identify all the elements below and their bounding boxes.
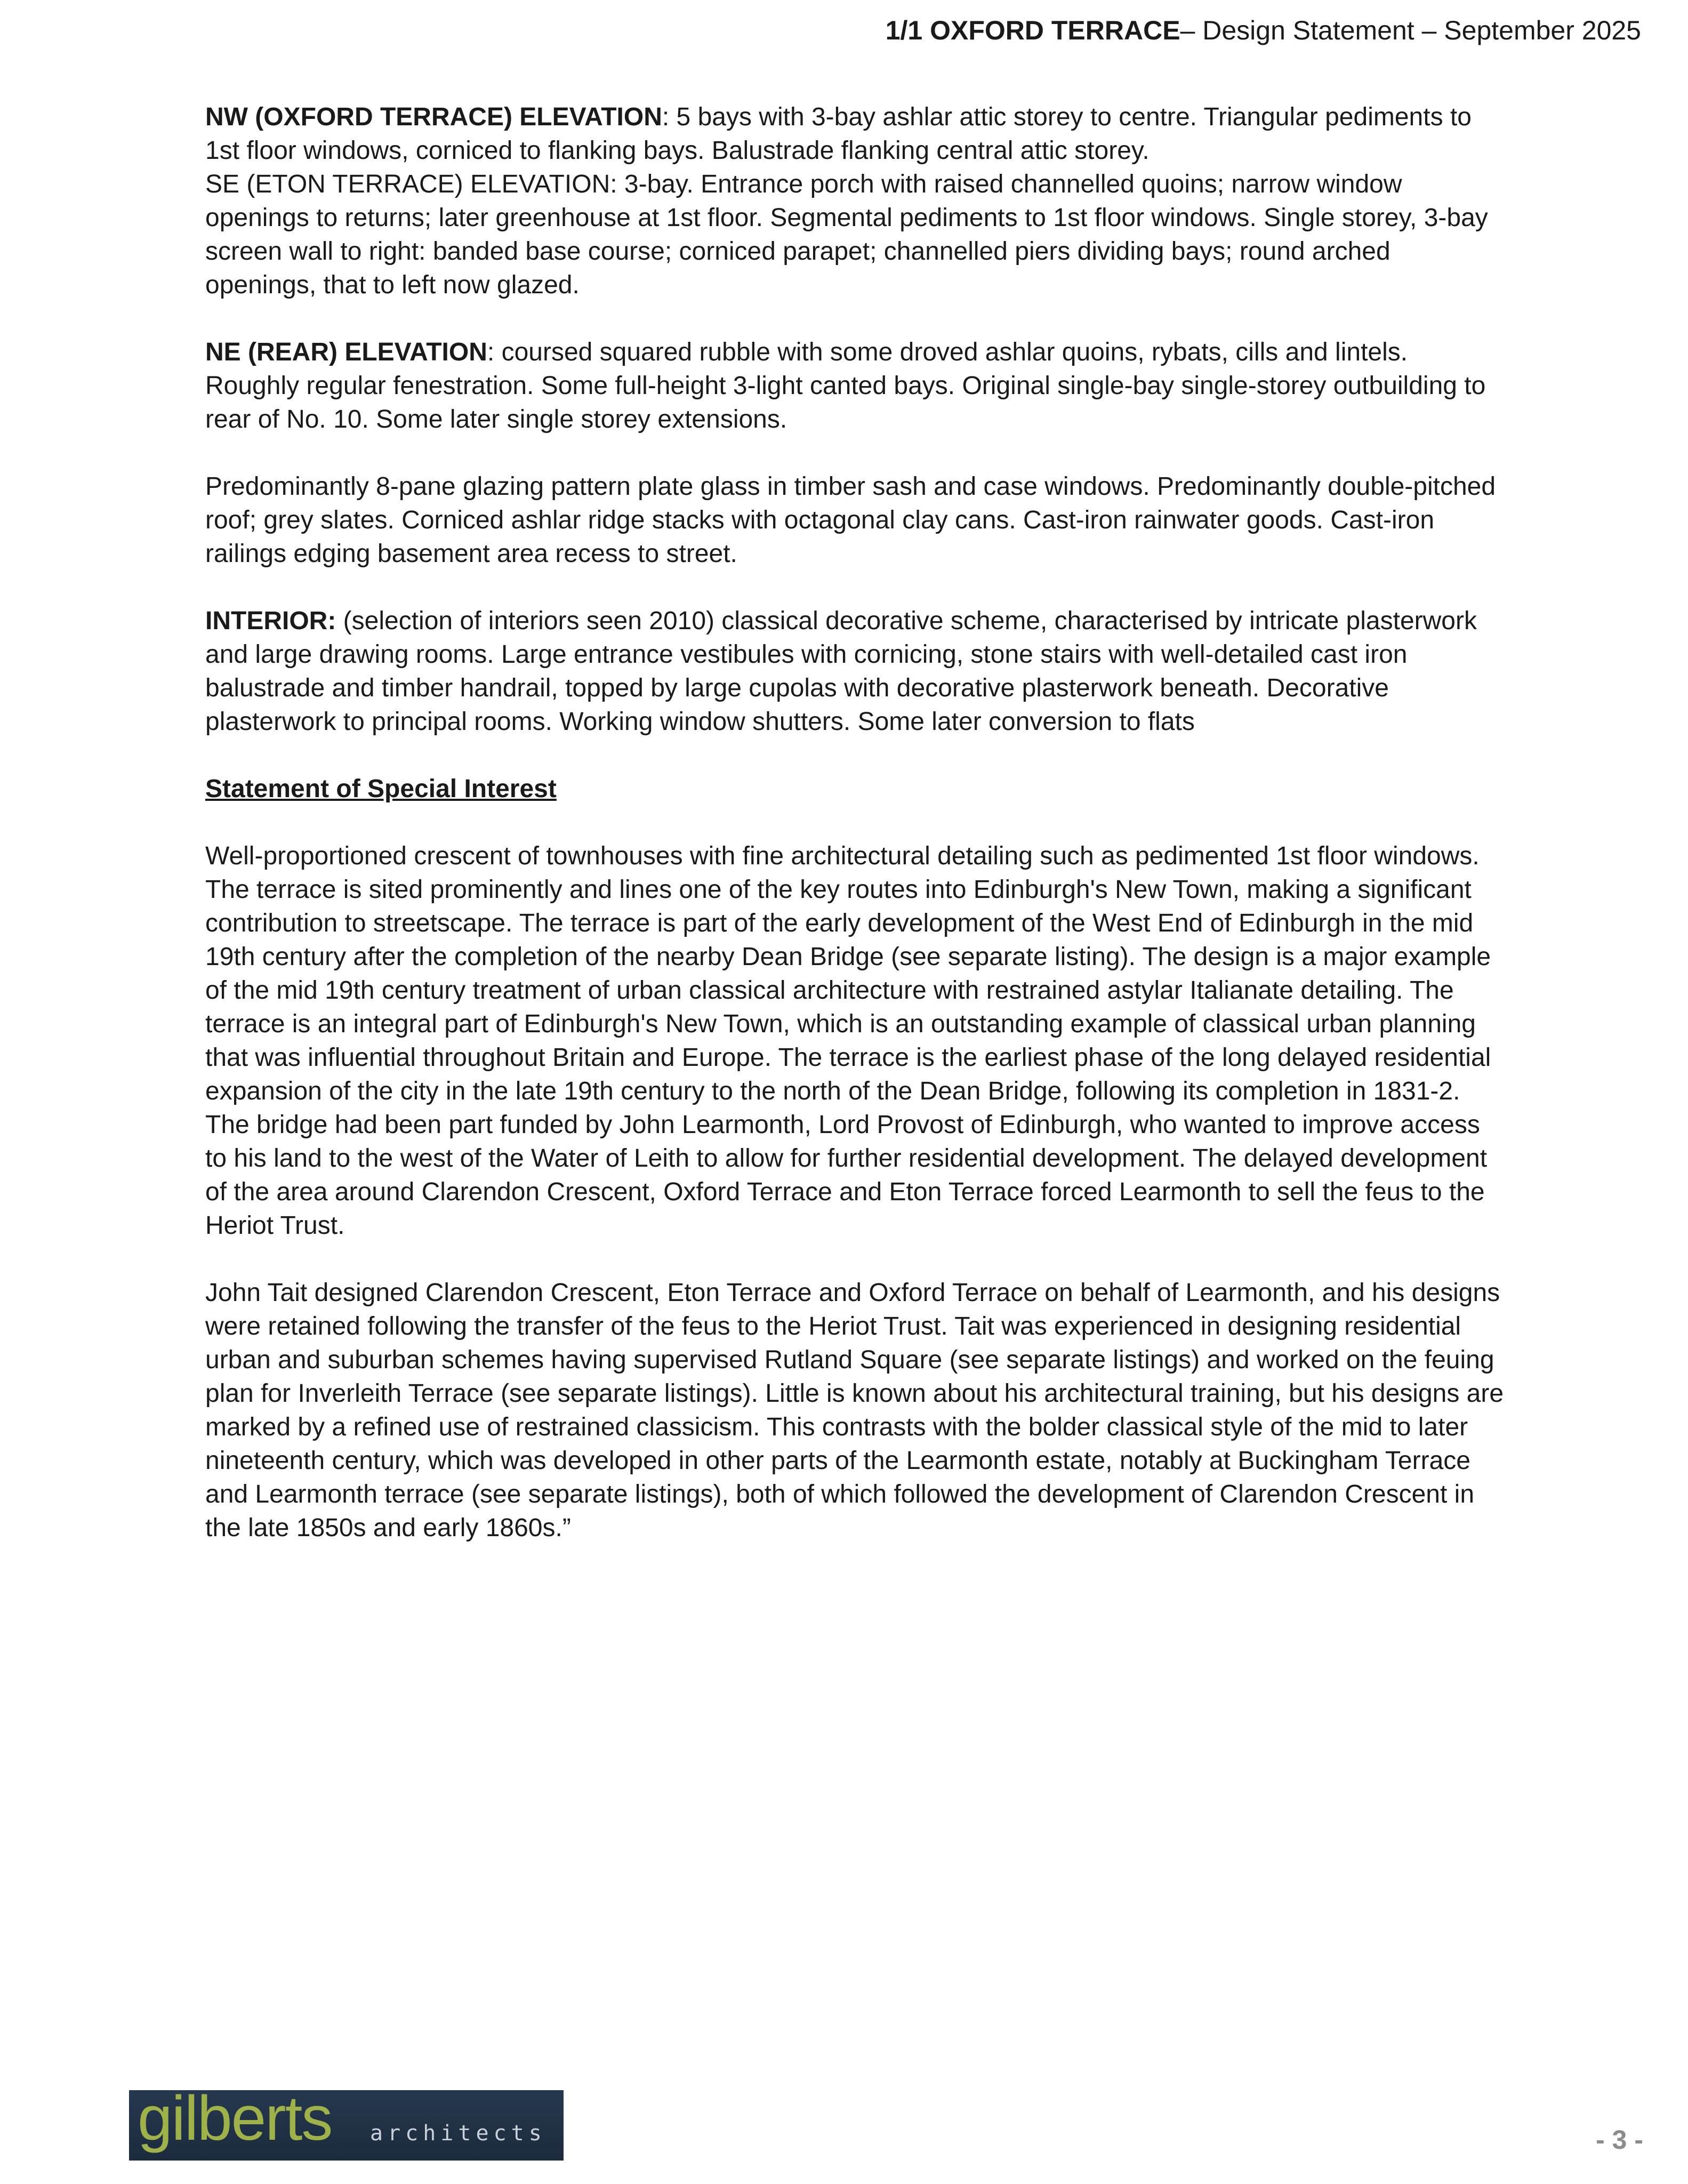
logo-wordmark: gilberts — [138, 2090, 332, 2154]
document-body — [205, 100, 1506, 1578]
running-header — [886, 15, 1641, 46]
paragraph-nw-elevation — [205, 100, 1506, 167]
ne-elevation-text: : coursed squared rubble with some droved ashlar quoins, rybats, cills and lintels. Roughly regular fenestration. Some full-height 3-light canted bays. Original single-bay single-storey outbuilding to rear of No. 10. Some later single storey extensions. — [205, 338, 1486, 433]
paragraph-john-tait: John Tait designed Clarendon Crescent, Eton Terrace and Oxford Terrace on behalf of Learmonth, and his designs were retained following the transfer of the feus to the Heriot Trust. Tait was experienced in designing residential urban and suburban schemes having supervised Rutland Square (see separate listings) and worked on the feuing plan for Inverleith Terrace (see separate listings). Little is known about his architectural training, but his designs are marked by a refined use of restrained classicism. This contrasts with the bolder classical style of the mid to later nineteenth century, which was developed in other parts of the Learmonth estate, notably at Buckingham Terrace and Learmonth terrace (see separate listings), both of which followed the development of Clarendon Crescent in the late 1850s and early 1860s.” — [205, 1279, 1504, 1542]
interior-label: INTERIOR: — [205, 607, 336, 635]
page-number: - 3 - — [1596, 2125, 1643, 2155]
nw-elevation-text: : 5 bays with 3-bay ashlar attic storey to centre. Triangular pediments to 1st floor windows, corniced to flanking bays. Balustrade flanking central attic storey. — [205, 103, 1472, 165]
logo-contact-strip — [138, 2148, 558, 2156]
paragraph-ne-elevation — [205, 335, 1506, 436]
paragraph-special-interest: Well-proportioned crescent of townhouses with fine architectural detailing such as pedimented 1st floor windows. The terrace is sited prominently and lines one of the key routes into Edinburgh's New Town, making a significant contribution to streetscape. The terrace is part of the early development of the West End of Edinburgh in the mid 19th century after the completion of the nearby Dean Bridge (see separate listing). The design is a major example of the mid 19th century treatment of urban classical architecture with restrained astylar Italianate detailing. The terrace is an integral part of Edinburgh's New Town, which is an outstanding example of classical urban planning that was influential throughout Britain and Europe. The terrace is the earliest phase of the long delayed residential expansion of the city in the late 19th century to the north of the Dean Bridge, following its completion in 1831-2. The bridge had been part funded by John Learmonth, Lord Provost of Edinburgh, who wanted to improve access to his land to the west of the Water of Leith to allow for further residential development. The delayed development of the area around Clarendon Crescent, Oxford Terrace and Eton Terrace forced Learmonth to sell the feus to the Heriot Trust. — [205, 842, 1491, 1240]
paragraph-interior — [205, 604, 1506, 738]
logo-subtitle: architects — [370, 2121, 546, 2146]
gilberts-logo — [129, 2090, 564, 2161]
interior-text: (selection of interiors seen 2010) classical decorative scheme, characterised by intricate plasterwork and large drawing rooms. Large entrance vestibules with cornicing, stone stairs with well-detailed cast iron balustrade and timber handrail, topped by large cupolas with decorative plasterwork beneath. Decorative plasterwork to principal rooms. Working window shutters. Some later conversion to flats — [205, 607, 1477, 736]
header-rest: – Design Statement – September 2025 — [1180, 15, 1641, 45]
section-heading: Statement of Special Interest — [205, 775, 557, 803]
paragraph-materials: Predominantly 8-pane glazing pattern plate glass in timber sash and case windows. Predominantly double-pitched roof; grey slates. Corniced ashlar ridge stacks with octagonal clay cans. Cast-iron rainwater goods. Cast-iron railings edging basement area recess to street. — [205, 472, 1496, 568]
header-project: 1/1 OXFORD TERRACE — [885, 15, 1180, 45]
nw-elevation-label: NW (OXFORD TERRACE) ELEVATION — [205, 103, 662, 131]
ne-elevation-label: NE (REAR) ELEVATION — [205, 338, 487, 366]
paragraph-se-elevation: SE (ETON TERRACE) ELEVATION: 3-bay. Entrance porch with raised channelled quoins; narrow window openings to returns; later greenhouse at 1st floor. Segmental pediments to 1st floor windows. Single storey, 3-bay screen wall to right: banded base course; corniced parapet; channelled piers dividing bays; round arched openings, that to left now glazed. — [205, 170, 1488, 299]
